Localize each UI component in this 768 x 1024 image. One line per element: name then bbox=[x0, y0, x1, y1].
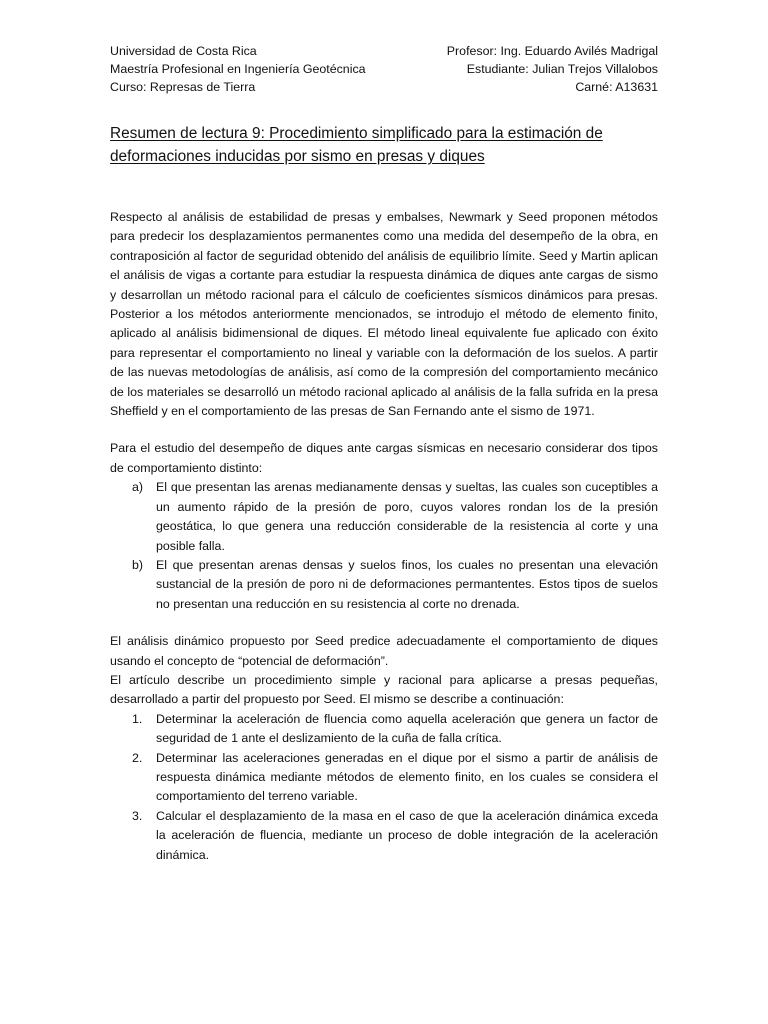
document-title: Resumen de lectura 9: Procedimiento simplificado para la estimación de deformaciones inducidas por sismo en presas y diques bbox=[110, 125, 603, 165]
list-marker: 3. bbox=[132, 808, 143, 823]
university-line: Universidad de Costa Rica bbox=[110, 44, 257, 58]
student-line: Estudiante: Julian Trejos Villalobos bbox=[466, 62, 658, 76]
list-item-text: Calcular el desplazamiento de la masa en el caso de que la aceleración dinámica exceda la aceleración de fluencia, mediante un proceso de doble integración de la aceleración dinámica. bbox=[156, 808, 658, 862]
header-left bbox=[110, 42, 366, 96]
document-body bbox=[110, 208, 658, 865]
list-marker: 1. bbox=[132, 711, 143, 726]
list-item-text: Determinar las aceleraciones generadas en el dique por el sismo a partir de análisis de respuesta dinámica mediante métodos de elemento finito, en los cuales se considera el comportamiento del terreno variable. bbox=[156, 750, 658, 804]
header-right bbox=[447, 42, 658, 96]
list-marker: 2. bbox=[132, 750, 143, 765]
paragraph-intro: Respecto al análisis de estabilidad de presas y embalses, Newmark y Seed proponen métodos para predecir los desplazamientos permanentes como una medida del desempeño de la obra, en contraposición al factor de seguridad obtenido del análisis de equilibrio límite. Seed y Martin aplican el análisis de vigas a cortante para estudiar la respuesta dinámica de diques ante cargas de sismo y desarrollan un método racional para el cálculo de coeficientes sísmicos dinámicos para presas. Posterior a los métodos anteriormente mencionados, se introdujo el método de elemento finito, aplicado al análisis bidimensional de diques. El método lineal equivalente fue aplicado con éxito para representar el comportamiento no lineal y variable con la deformación de los suelos. A partir de las nuevas metodologías de análisis, así como de la compresión del comportamiento mecánico de los materiales se desarrolló un método racional aplicado al análisis de la falla sufrida en la presa Sheffield y en el comportamiento de las presas de San Fernando ante el sismo de 1971. bbox=[110, 210, 658, 419]
list-item-text: Determinar la aceleración de fluencia como aquella aceleración que genera un factor de seguridad de 1 ante el deslizamiento de la cuña de falla crítica. bbox=[156, 711, 658, 746]
professor-line: Profesor: Ing. Eduardo Avilés Madrigal bbox=[446, 44, 658, 58]
list-marker: a) bbox=[132, 480, 144, 495]
program-line: Maestría Profesional en Ingeniería Geotécnica bbox=[110, 62, 366, 76]
list-item-text: El que presentan arenas densas y suelos finos, los cuales no presentan una elevación sustancial de la presión de poro ni de deformaciones permantentes. Estos tipos de suelos no presentan una reducción en su resistencia al corte no drenada. bbox=[156, 557, 658, 611]
document-header bbox=[110, 42, 658, 96]
list-item bbox=[110, 710, 658, 749]
list-item-text: El que presentan las arenas medianamente densas y sueltas, las cuales son cuceptibles a un aumento rápido de la presión de poro, cuyos valores rondan los de la presión geostática, lo que genera una reducción considerable de la resistencia al corte y una posible falla. bbox=[156, 480, 658, 553]
list-item bbox=[110, 478, 658, 556]
paragraph-seed: El análisis dinámico propuesto por Seed predice adecuadamente el comportamiento de diques usando el concepto de “potencial de deformación”. bbox=[110, 634, 658, 668]
list-item bbox=[110, 807, 658, 865]
list-marker: b) bbox=[132, 557, 144, 572]
procedure-list bbox=[110, 710, 658, 865]
course-line: Curso: Represas de Tierra bbox=[110, 80, 256, 94]
paragraph-behaviour: Para el estudio del desempeño de diques ante cargas sísmicas en necesario considerar dos tipos de comportamiento distinto: bbox=[110, 441, 658, 475]
list-item bbox=[110, 749, 658, 807]
id-line: Carné: A13631 bbox=[575, 80, 658, 94]
paragraph-procedure: El artículo describe un procedimiento simple y racional para aplicarse a presas pequeñas, desarrollado a partir del propuesto por Seed. El mismo se describe a continuación: bbox=[110, 672, 658, 707]
list-item bbox=[110, 556, 658, 614]
behaviour-list bbox=[110, 478, 658, 614]
